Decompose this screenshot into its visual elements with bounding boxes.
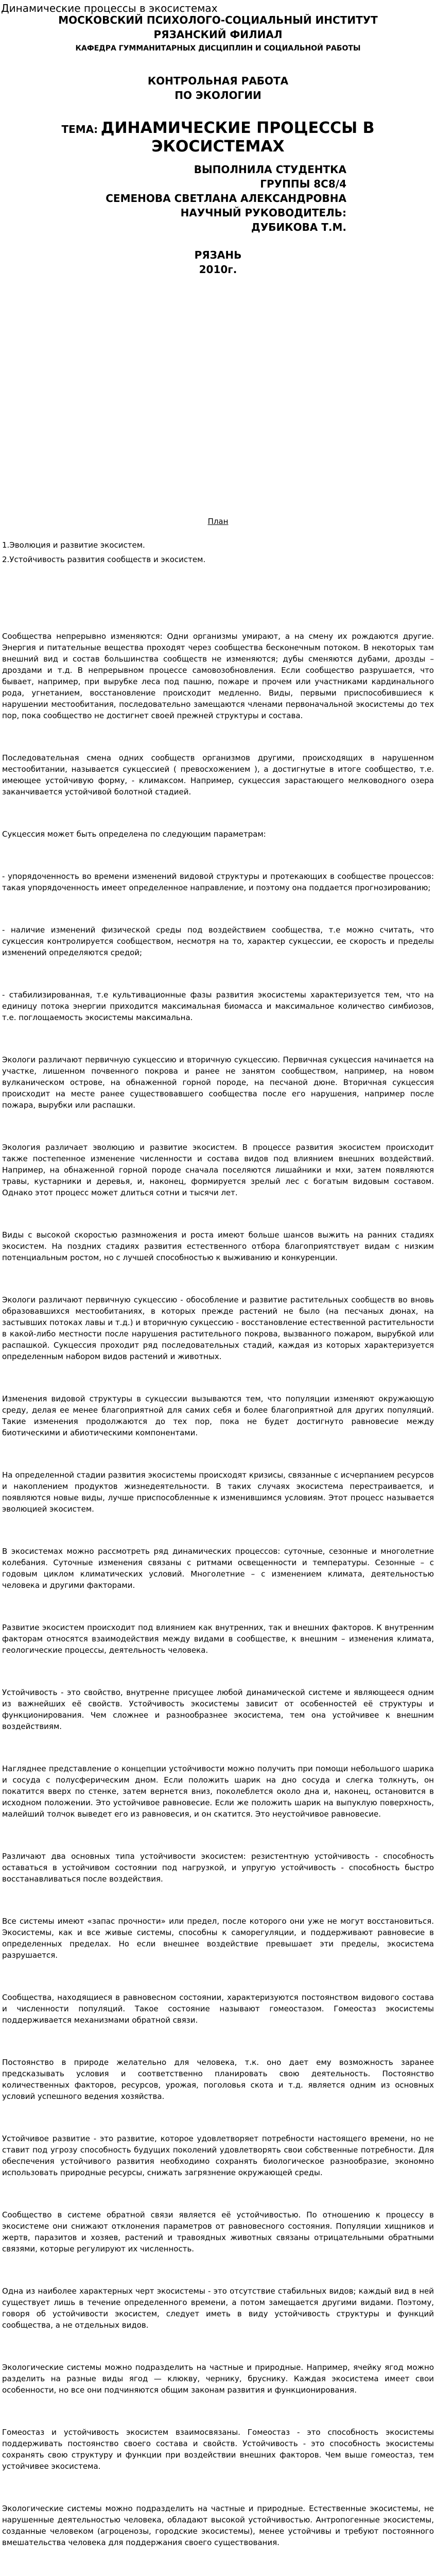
body-paragraph: Последовательная смена одних сообществ организмов другими, происходящих в нарушенном местообитании, называется сукцессией ( превосхожением ), а достигнутые в итоге сообщество, т.е. имеющее устойчивую форму, - климаксом. Например, сукцессия зарастающего мелководного озера заканчивается устойчивой болотной стадией. <box>2 753 434 796</box>
group: ГРУППЫ 8С8/4 <box>260 178 346 190</box>
body-paragraph: На определенной стадии развития экосистемы происходят кризисы, связанные с исчерпанием ресурсов и накоплением продуктов жизнедеятельности. В таких случаях экосистема перестраивается, и появляются новые виды, лучше приспособленные к изменившимся условиям. Этот процесс называется эволюцией экосистем. <box>2 1470 434 1514</box>
city: РЯЗАНЬ <box>194 249 242 261</box>
theme-line-1: ДИНАМИЧЕСКИЕ ПРОЦЕССЫ В <box>100 119 375 137</box>
theme-label: ТЕМА: <box>61 123 98 135</box>
body-paragraph: Развитие экосистем происходит под влиянием как внутренних, так и внешних факторов. К внутренним факторам относятся взаимодействия между видами в сообществе, к внешним – изменения климата, геологические процессы, деятельность человека. <box>2 1623 434 1655</box>
theme-line-2: ЭКОСИСТЕМАХ <box>151 138 285 156</box>
student-name: СЕМЕНОВА СВЕТЛАНА АЛЕКСАНДРОВНА <box>106 192 346 205</box>
supervisor-name: ДУБИКОВА Т.М. <box>251 221 346 233</box>
department-name: КАФЕДРА ГУММАНИТАРНЫХ ДИСЦИПЛИН И СОЦИАЛЬНОЙ РАБОТЫ <box>75 44 361 53</box>
subject: ПО ЭКОЛОГИИ <box>175 89 261 101</box>
toc-item: 1.Эволюция и развитие экосистем. <box>2 540 145 550</box>
body-paragraph: - стабилизированная, т.е культивационные фазы развития экосистемы характеризуется тем, что на единицу потока энергии приходится максимальная биомасса и максимальное количество симбиозов, т.е. поглощаемость экосистемы максимальна. <box>2 990 434 1022</box>
body-paragraph: Сообщество в системе обратной связи является её устойчивостью. По отношению к процессу в экосистеме они снижают отклонения параметров от равновесного состояния. Популяции хищников и жертв, паразитов и хозяев, растений и травоядных животных связаны отрицательными обратными связями, которые регулируют их численность. <box>2 2210 434 2253</box>
supervisor-label: НАУЧНЫЙ РУКОВОДИТЕЛЬ: <box>180 207 346 219</box>
body-paragraph: В экосистемах можно рассмотреть ряд динамических процессов: суточные, сезонные и многолетние колебания. Суточные изменения связаны с ритмами освещенности и температуры. Сезонные – с годовым циклом климатических условий. Многолетние – с изменением климата, деятельностью человека и другими факторами. <box>2 1547 434 1590</box>
work-type: КОНТРОЛЬНАЯ РАБОТА <box>147 75 289 87</box>
body-paragraph: Виды с высокой скоростью размножения и роста имеют больше шансов выжить на ранних стадиях экосистем. На поздних стадиях развития естественного отбора благоприятствует видам с низким потенциальным ростом, но с лучшей способностью к выживанию и конкуренции. <box>2 1230 434 1262</box>
toc-item: 2.Устойчивость развития сообществ и экосистем. <box>2 555 206 564</box>
body-paragraph: - упорядоченность во времени изменений видовой структуры и протекающих в сообществе процессов: такая упорядоченность имеет определенное направление, и поэтому она поддается прогнозированию; <box>2 872 434 892</box>
institute-name: МОСКОВСКИЙ ПСИХОЛОГО-СОЦИАЛЬНЫЙ ИНСТИТУТ <box>58 14 378 26</box>
body-paragraph: Сукцессия может быть определена по следующим параметрам: <box>2 829 266 839</box>
body-paragraph: Сообщества непрерывно изменяются: Одни организмы умирают, а на смену их рождаются другие. Энергия и питательные вещества проходят через сообщества бесконечным потоком. В некоторых там внешний вид и состав большинства сообществ не изменяются; дубы сменяются дубами, дрозды – дроздами и т.д. В непрерывном процессе самовозобновления. Если сообщество разрушается, что бывает, например, при вырубке леса под пашню, пожаре и прочем или участниками кардинального рода, угнетанием, восстановление происходит медленно. Виды, первыми приспособившиеся к нарушении местообитания, последовательно замещаются членами первоначальной экосистемы до тех пор, пока сообщество не достигнет своей прежней структуры и состава. <box>2 632 434 720</box>
performed-by: ВЫПОЛНИЛА СТУДЕНТКА <box>194 163 346 176</box>
theme-heading <box>0 120 436 139</box>
body-paragraph: Экологи различают первичную сукцессию - обособление и развитие растительных сообществ во вновь образовавшихся местообитаниях, в которых прежде растений не было (на песчаных дюнах, на застывших потоках лавы и т.д.) и вторичную сукцессию - восстановление естественной растительности в какой-либо местности после нарушения растительного покрова, вызванного пожаром, вырубкой или распашкой. Сукцессия проходит ряд последовательных стадий, каждая из которых характеризуется определенным набором видов растений и животных. <box>2 1295 434 1361</box>
body-paragraph: Устойчивость - это свойство, внутренне присущее любой динамической системе и являющееся одним из важнейших её свойств. Устойчивость экосистемы зависит от особенностей её структуры и функционирования. Чем сложнее и разнообразнее экосистема, тем она устойчивее к внешним воздействиям. <box>2 1688 434 1731</box>
body-paragraph: Экологи различают первичную сукцессию и вторичную сукцессию. Первичная сукцессия начинается на участке, лишенном почвенного покрова и ранее не занятом сообществом, например, на новом вулканическом острове, на обнаженной горной породе, на песчаной дюне. Вторичная сукцессия происходит на месте ранее существовавшего сообщества после его нарушения, например после пожара, вырубки или распашки. <box>2 1055 434 1110</box>
body-paragraph: Экологические системы можно подразделить на частные и природные. Естественные экосистемы, не нарушенные деятельностью человека, обладают высокой устойчивостью. Антропогенные экосистемы, созданные человеком (агроценозы, городские экосистемы), менее устойчивы и требуют постоянного вмешательства человека для поддержания своего существования. <box>2 2504 434 2547</box>
body-paragraph: Гомеостаз и устойчивость экосистем взаимосвязаны. Гомеостаз - это способность экосистемы поддерживать постоянство своего состава и свойств. Устойчивость - это способность экосистемы сохранять свою структуру и функции при воздействии внешних факторов. Чем выше гомеостаз, тем устойчивее экосистема. <box>2 2428 434 2471</box>
document-title: Динамические процессы в экосистемах <box>1 2 218 14</box>
body-paragraph: Нагляднее представление о концепции устойчивости можно получить при помощи небольшого шарика и сосуда с полусферическим дном. Если положить шарик на дно сосуда и слегка толкнуть, он покатится вверх по стенке, затем вернется вниз, поколеблется около дна и, наконец, остановится в исходном положении. Это устойчивое равновесие. Если же положить шарик на выпуклую поверхность, малейший толчок выведет его из равновесия, и он скатится. Это неустойчивое равновесие. <box>2 1764 434 1819</box>
body-paragraph: Сообщества, находящиеся в равновесном состоянии, характеризуются постоянством видового состава и численности популяций. Такое состояние называют гомеостазом. Гомеостаз экосистемы поддерживается механизмами обратной связи. <box>2 1993 434 2025</box>
body-paragraph: - наличие изменений физической среды под воздействием сообщества, т.е можно считать, что сукцессия контролируется сообществом, несмотря на то, характер сукцессии, ее скорость и пределы изменений определяются средой; <box>2 925 434 957</box>
branch-name: РЯЗАНСКИЙ ФИЛИАЛ <box>153 28 283 41</box>
body-paragraph: Экологические системы можно подразделить на частные и природные. Например, ячейку ягод можно разделить на разные виды ягод — клюкву, чернику, бруснику. Каждая экосистема имеет свои особенности, но все они подчиняются общим законам развития и функционирования. <box>2 2363 434 2395</box>
year: 2010г. <box>199 263 237 276</box>
body-paragraph: Изменения видовой структуры в сукцессии вызываются тем, что популяции изменяют окружающую среду, делая ее менее благоприятной для самих себя и более благоприятной для других популяций. Такие изменения продолжаются до тех пор, пока не будет достигнуто равновесие между биотическими и абиотическими компонентами. <box>2 1394 434 1437</box>
body-paragraph: Одна из наиболее характерных черт экосистемы - это отсутствие стабильных видов; каждый вид в ней существует лишь в течение определенного времени, а потом замещается другими видами. Поэтому, говоря об устойчивости экосистем, следует иметь в виду устойчивость структуры и функций сообщества, а не отдельных видов. <box>2 2286 434 2330</box>
body-paragraph: Постоянство в природе желательно для человека, т.к. оно дает ему возможность заранее предсказывать условия и соответственно планировать свою деятельность. Постоянство количественных факторов, ресурсов, урожая, поголовья скота и т.д. является одним из основных условий успешного ведения хозяйства. <box>2 2058 434 2101</box>
body-paragraph: Экология различает эволюцию и развитие экосистем. В процессе развития экосистем происходит также постепенное изменение численности и состава видов под влиянием внешних воздействий. Например, на обнаженной горной породе сначала поселяются лишайники и мхи, затем появляются травы, кустарники и деревья, и, наконец, формируется зрелый лес с богатым видовым составом. Однако этот процесс может длиться сотни и тысячи лет. <box>2 1143 434 1197</box>
body-paragraph: Устойчивое развитие - это развитие, которое удовлетворяет потребности настоящего времени, но не ставит под угрозу способность будущих поколений удовлетворять свои собственные потребности. Для обеспечения устойчивого развития необходимо сохранять биологическое разнообразие, экономно использовать природные ресурсы, снижать загрязнение окружающей среды. <box>2 2134 434 2177</box>
body-text <box>2 631 434 2576</box>
body-paragraph: Все системы имеют «запас прочности» или предел, после которого они уже не могут восстановиться. Экосистемы, как и все живые системы, способны к саморегуляции, и поддерживают равновесие в определенных пределах. Но если внешнее воздействие превышает эти пределы, экосистема разрушается. <box>2 1917 434 1960</box>
toc-title: План <box>207 517 229 526</box>
body-paragraph: Различают два основных типа устойчивости экосистем: резистентную устойчивость - способность оставаться в устойчивом состоянии под нагрузкой, и упругую устойчивость - способность быстро восстанавливаться после воздействия. <box>2 1852 434 1884</box>
